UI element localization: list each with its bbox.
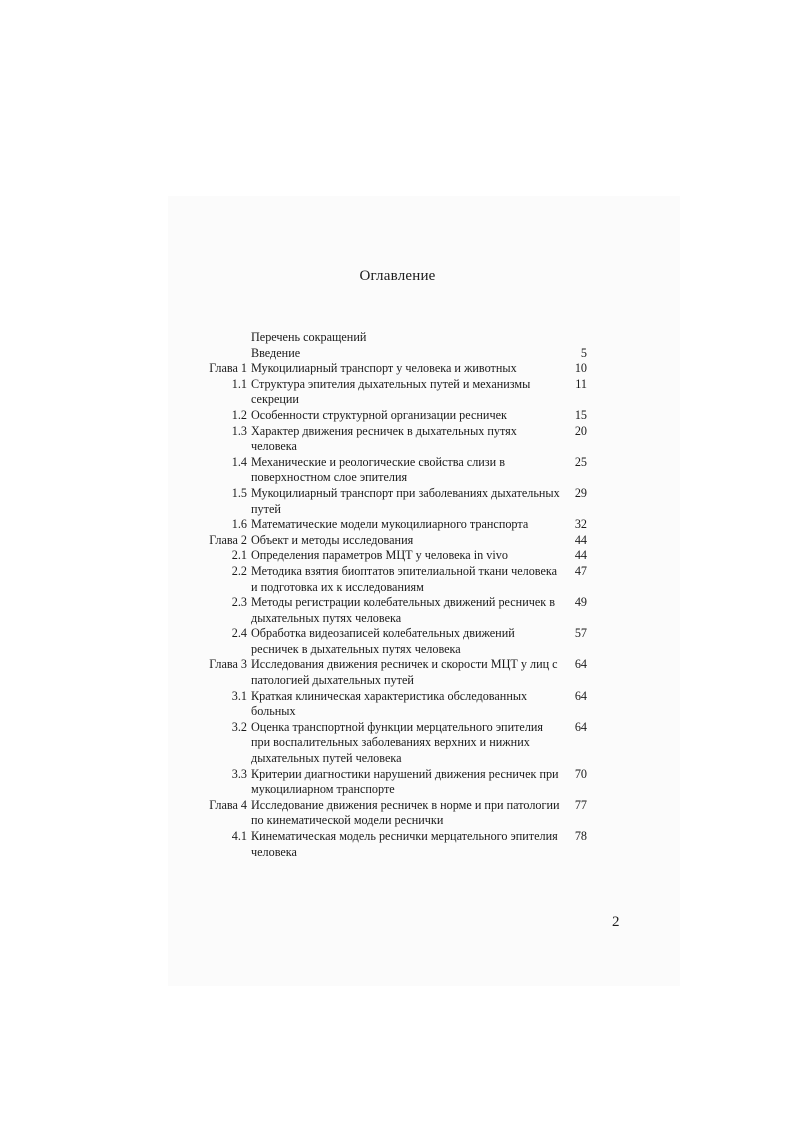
toc-entry-page: 32 [574,517,587,532]
toc-entry-title: Особенности структурной организации ресничек [251,407,507,422]
toc-entry-page: 47 [574,563,587,578]
toc-entry [200,829,600,860]
toc-entry-title: Структура эпителия дыхательных путей и механизмы секреции [251,376,531,407]
toc-entry-title: Критерии диагностики нарушений движения ресничек при мукоцилиарном транспорте [251,766,559,797]
toc-title: Оглавление [359,268,436,284]
toc-entry-title: Мукоцилиарный транспорт у человека и животных [251,361,517,376]
toc-entry-page: 15 [574,407,587,422]
toc-entry [200,517,600,533]
toc-entry-page: 25 [574,454,587,469]
toc-entry-title: Исследование движения ресничек в норме и при патологии по кинематической модели реснички [251,797,560,828]
toc-entry-page: 70 [574,766,587,781]
toc-entry-number: 3.1 [231,688,247,703]
toc-entry-title: Определения параметров МЦТ у человека in vivo [251,548,508,563]
toc-entry-number: 1.5 [231,485,247,500]
toc-entry-title: Краткая клиническая характеристика обследованных больных [251,688,528,719]
toc-entry-title: Математические модели мукоцилиарного транспорта [251,517,529,532]
toc-entry-title: Исследования движения ресничек и скорости МЦТ у лиц с патологией дыхательных путей [251,657,558,688]
toc-entry [200,564,600,595]
toc-entry-page: 57 [574,626,587,641]
toc-entry-page: 64 [574,688,587,703]
toc-entry [200,689,600,720]
toc-entry-page: 64 [574,719,587,734]
toc-entry-title: Мукоцилиарный транспорт при заболеваниях дыхательных путей [251,485,560,516]
toc-entry-page: 78 [574,829,587,843]
toc-entry-page: 77 [574,797,587,812]
toc-entry [200,548,600,564]
toc-entry-title: Методика взятия биоптатов эпителиальной ткани человека и подготовка их к исследованиям [251,563,558,594]
toc-entry-title: Характер движения ресничек в дыхательных путях человека [251,423,517,454]
toc-entry-number: 3.3 [231,766,247,781]
toc-entry-number: 1.1 [231,376,247,391]
toc-entry-page: 20 [574,423,587,438]
toc-entry-title: Методы регистрации колебательных движений ресничек в дыхательных путях человека [251,595,555,625]
toc-entry-number: 4.1 [231,829,247,843]
toc-entry [200,798,600,829]
toc-entry-number: Глава 3 [209,657,247,672]
toc-entry-number: Глава 4 [209,797,247,812]
toc-entry-number: 1.3 [231,423,247,438]
toc-entry-page: 44 [574,548,587,563]
toc-entry-number: Глава 2 [209,532,247,547]
toc-entry [200,408,600,424]
toc-entry [200,720,600,767]
toc-entry-number: 1.2 [231,407,247,422]
toc-entry [200,377,600,408]
toc-entry-number: 2.2 [231,563,247,578]
page-number: 2 [612,914,620,930]
table-of-contents [200,330,600,860]
toc-entry-number: 1.6 [231,517,247,532]
toc-entry [200,533,600,549]
toc-entry-page: 5 [580,345,587,360]
toc-entry [200,595,600,626]
toc-entry-title: Объект и методы исследования [251,532,414,547]
toc-entry-number: Глава 1 [209,361,247,376]
toc-entry [200,626,600,657]
toc-entry [200,486,600,517]
toc-entry [200,346,600,362]
toc-entry-page: 11 [575,376,587,391]
toc-entry-title: Механические и реологические свойства слизи в поверхностном слое эпителия [251,454,505,485]
toc-entry-number: 2.1 [231,548,247,563]
toc-entry-number: 1.4 [231,454,247,469]
toc-entry-title: Перечень сокращений [251,330,367,344]
toc-entry [200,657,600,688]
toc-entry-page: 64 [574,657,587,672]
toc-entry-number: 2.3 [231,595,247,610]
toc-entry [200,455,600,486]
toc-entry-page: 49 [574,595,587,610]
toc-entry [200,330,600,346]
toc-entry-number: 2.4 [231,626,247,641]
toc-entry-title: Обработка видеозаписей колебательных движений ресничек в дыхательных путях человека [251,626,515,656]
toc-entry-title: Кинематическая модель реснички мерцательного эпителия человека [251,829,558,859]
toc-entry-title: Оценка транспортной функции мерцательного эпителия при воспалительных заболеваниях верхних и нижних дыхательных путей человека [251,719,544,766]
toc-entry-number: 3.2 [231,719,247,734]
toc-entry-page: 29 [574,485,587,500]
toc-entry [200,767,600,798]
toc-entry [200,424,600,455]
toc-entry-page: 10 [574,361,587,376]
toc-entry [200,361,600,377]
toc-entry-page: 44 [574,532,587,547]
toc-entry-title: Введение [251,345,301,360]
